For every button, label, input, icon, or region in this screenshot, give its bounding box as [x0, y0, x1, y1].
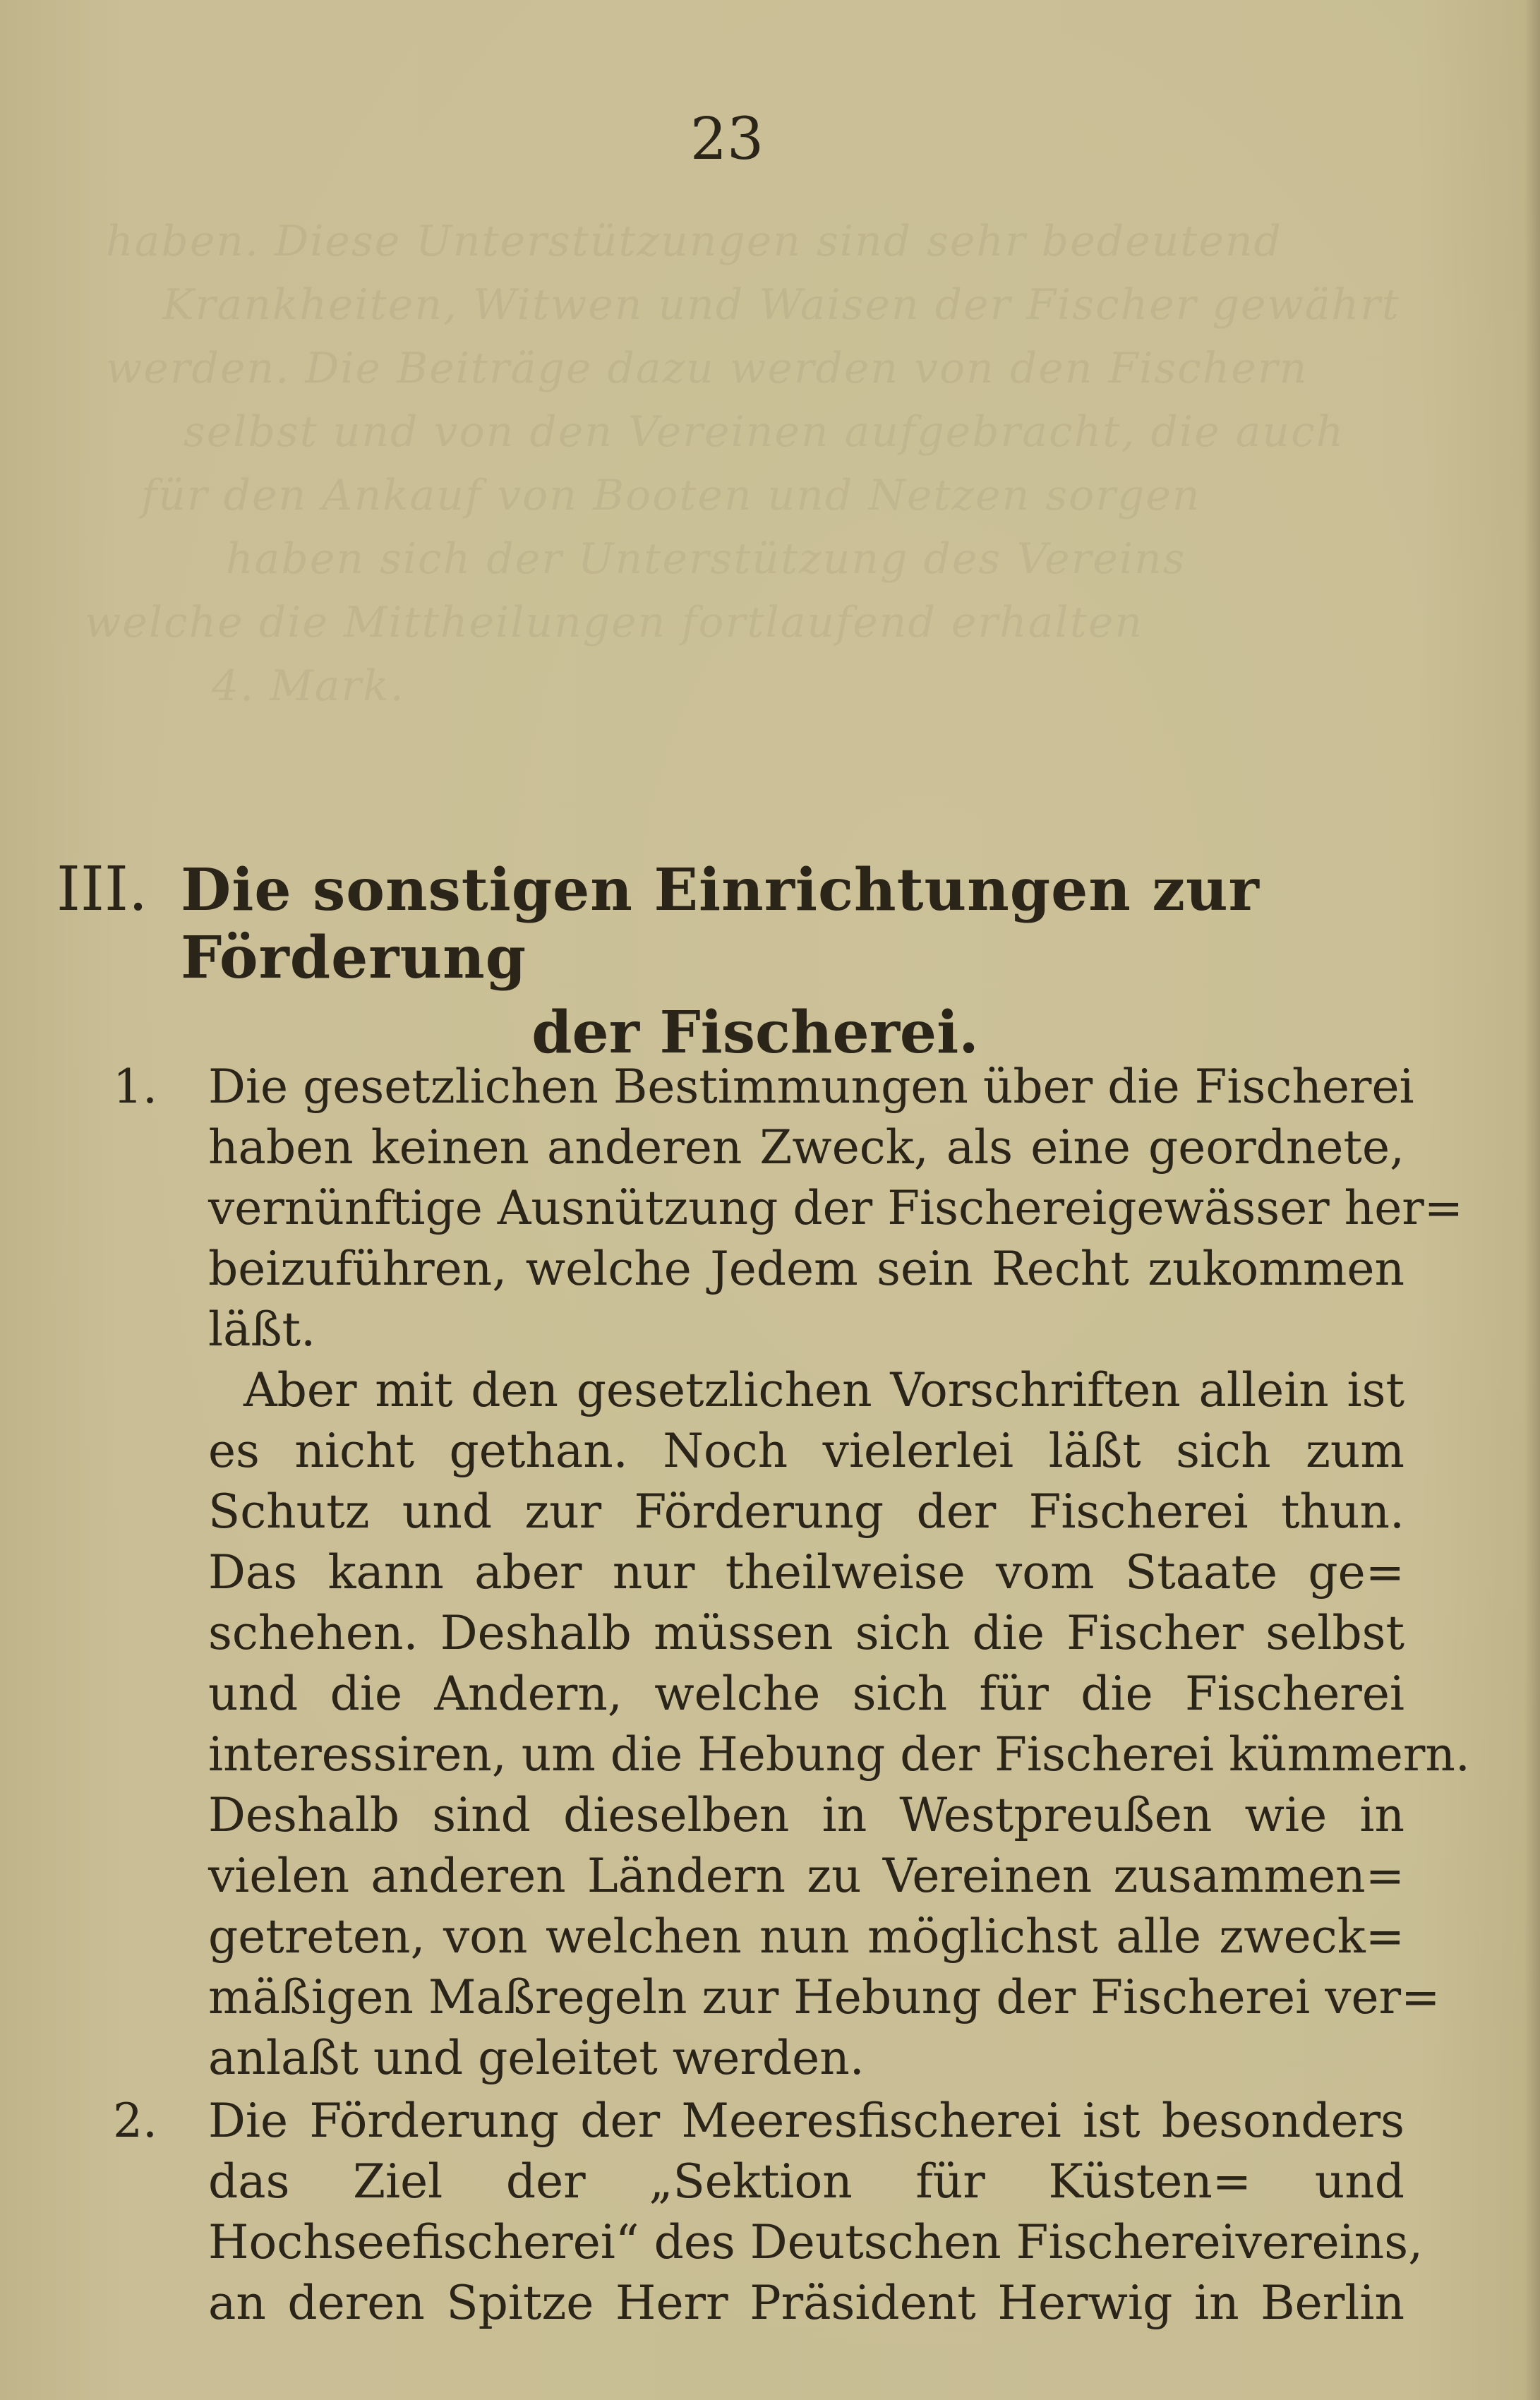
- page-number: 23: [690, 106, 764, 173]
- text-line: an deren Spitze Herr Präsident Herwig in Berlin: [208, 2276, 1404, 2330]
- bleed-through-line: haben sich der Unterstützung des Vereins: [226, 534, 1186, 584]
- bleed-through-line: selbst und von den Vereinen aufgebracht, die auch: [184, 407, 1345, 457]
- heading-title: Die sonstigen Einrichtungen zur Förderung: [181, 856, 1260, 992]
- bleed-through-line: für den Ankauf von Booten und Netzen sorgen: [141, 471, 1201, 520]
- text-line: vielen anderen Ländern zu Vereinen zusammen=: [208, 1849, 1404, 1903]
- text-line: mäßigen Maßregeln zur Hebung der Fischerei ver=: [208, 1970, 1440, 2024]
- bleed-through-line: Krankheiten, Witwen und Waisen der Fischer gewährt: [162, 280, 1400, 330]
- text-line: und die Andern, welche sich für die Fischerei: [208, 1667, 1404, 1721]
- text-line: Deshalb sind dieselben in Westpreußen wie in: [208, 1788, 1404, 1842]
- text-line: das Ziel der „Sektion für Küsten= und: [208, 2154, 1404, 2209]
- text-line: läßt.: [208, 1302, 316, 1357]
- text-line: Die Förderung der Meeresfischerei ist besonders: [208, 2094, 1404, 2148]
- text-line: interessiren, um die Hebung der Fischerei kümmern.: [208, 1727, 1470, 1782]
- text-line: anlaßt und geleitet werden.: [208, 2031, 865, 2085]
- page-edge-shadow: [1524, 0, 1540, 2400]
- text-line: vernünftige Ausnützung der Fischereigewässer her=: [208, 1181, 1464, 1235]
- text-line: Hochseefischerei“ des Deutschen Fischereivereins,: [208, 2215, 1424, 2269]
- text-line: schehen. Deshalb müssen sich die Fischer selbst: [208, 1606, 1404, 1660]
- section-heading: [0, 854, 1454, 1067]
- text-line: getreten, von welchen nun möglichst alle zweck=: [208, 1909, 1404, 1964]
- text-line: haben keinen anderen Zweck, als eine geordnete,: [208, 1120, 1404, 1175]
- bleed-through-line: 4. Mark.: [212, 661, 405, 711]
- heading-line-1: [0, 854, 1454, 992]
- text-line: Die gesetzlichen Bestimmungen über die Fischerei: [208, 1060, 1414, 1114]
- text-line: Das kann aber nur theilweise vom Staate ge=: [208, 1545, 1404, 1600]
- text-line: beizuführen, welche Jedem sein Recht zukommen: [208, 1242, 1404, 1296]
- heading-numeral: III.: [56, 854, 148, 925]
- text-line: Aber mit den gesetzlichen Vorschriften allein ist: [243, 1363, 1404, 1417]
- bleed-through-line: welche die Mittheilungen fortlaufend erhalten: [85, 598, 1143, 647]
- item-number: 1.: [113, 1060, 157, 1114]
- heading-title-continued: der Fischerei.: [531, 999, 979, 1067]
- item-number: 2.: [113, 2094, 157, 2148]
- bleed-through-line: haben. Diese Unterstützungen sind sehr bedeutend: [106, 217, 1282, 266]
- text-line: Schutz und zur Förderung der Fischerei thun.: [208, 1484, 1404, 1539]
- text-line: es nicht gethan. Noch vielerlei läßt sich zum: [208, 1424, 1404, 1478]
- bleed-through-line: werden. Die Beiträge dazu werden von den Fischern: [106, 344, 1309, 393]
